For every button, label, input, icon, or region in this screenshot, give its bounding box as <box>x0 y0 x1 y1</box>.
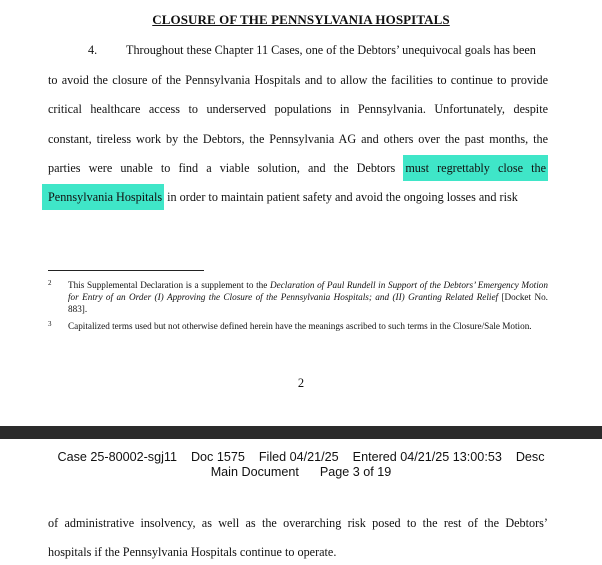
continuation-line-1: of administrative insolvency, as well as the overarching risk posed to the rest of the Debtors’ <box>48 516 548 530</box>
paragraph-number: 4. <box>88 43 98 57</box>
paragraph-line-5 <box>48 161 548 176</box>
case-header <box>0 450 602 480</box>
footnote-text-docket: [Docket No. 883]. <box>68 292 548 314</box>
highlighted-text: Pennsylvania Hospitals <box>42 184 164 210</box>
footnote-text-italic: Declaration of Paul Rundell in Support of the Debtors’ Emergency Motion for Entry of an Order (I) Approving the Closure of the Pennsylvania Hospitals; and (II) Granting Related Relief <box>68 280 548 302</box>
footnote-text: Capitalized terms used but not otherwise defined herein have the meanings ascribed to such terms in the Closure/Sale Motion. <box>68 321 532 331</box>
footnote-separator <box>48 270 204 271</box>
case-header-line-2: Main Document Page 3 of 19 <box>210 465 392 479</box>
paragraph-text-5: parties were unable to find a viable solution, and the Debtors <box>48 161 404 175</box>
case-header-line-1: Case 25-80002-sgj11 Doc 1575 Filed 04/21/25 Entered 04/21/25 13:00:53 Desc <box>57 450 545 464</box>
footnote-text-plain: This Supplemental Declaration is a supplement to the <box>68 280 271 290</box>
paragraph-line-3: critical healthcare access to underserved populations in Pennsylvania. Unfortunately, despite <box>48 102 548 116</box>
highlighted-text: must regrettably close the <box>403 155 548 181</box>
paragraph-text-1: Throughout these Chapter 11 Cases, one of the Debtors’ unequivocal goals has been <box>126 43 536 57</box>
paragraph-line-2: to avoid the closure of the Pennsylvania Hospitals and to allow the facilities to continue to provide <box>48 73 548 87</box>
footnote-text <box>68 279 548 315</box>
paragraph-line-4: constant, tireless work by the Debtors, the Pennsylvania AG and others over the past months, the <box>48 132 548 146</box>
paragraph-line-1 <box>48 43 548 58</box>
page-separator-bar <box>0 426 602 439</box>
footnote-2 <box>48 279 548 319</box>
section-heading: CLOSURE OF THE PENNSYLVANIA HOSPITALS <box>152 12 450 27</box>
paragraph-line-6 <box>42 190 548 205</box>
footnote-3 <box>48 320 548 346</box>
paragraph-text-6: in order to maintain patient safety and avoid the ongoing losses and risk <box>164 190 518 204</box>
continuation-line-2: hospitals if the Pennsylvania Hospitals continue to operate. <box>48 545 337 559</box>
footnote-number: 3 <box>48 320 52 328</box>
page-number: 2 <box>297 376 305 390</box>
footnote-number: 2 <box>48 279 52 287</box>
